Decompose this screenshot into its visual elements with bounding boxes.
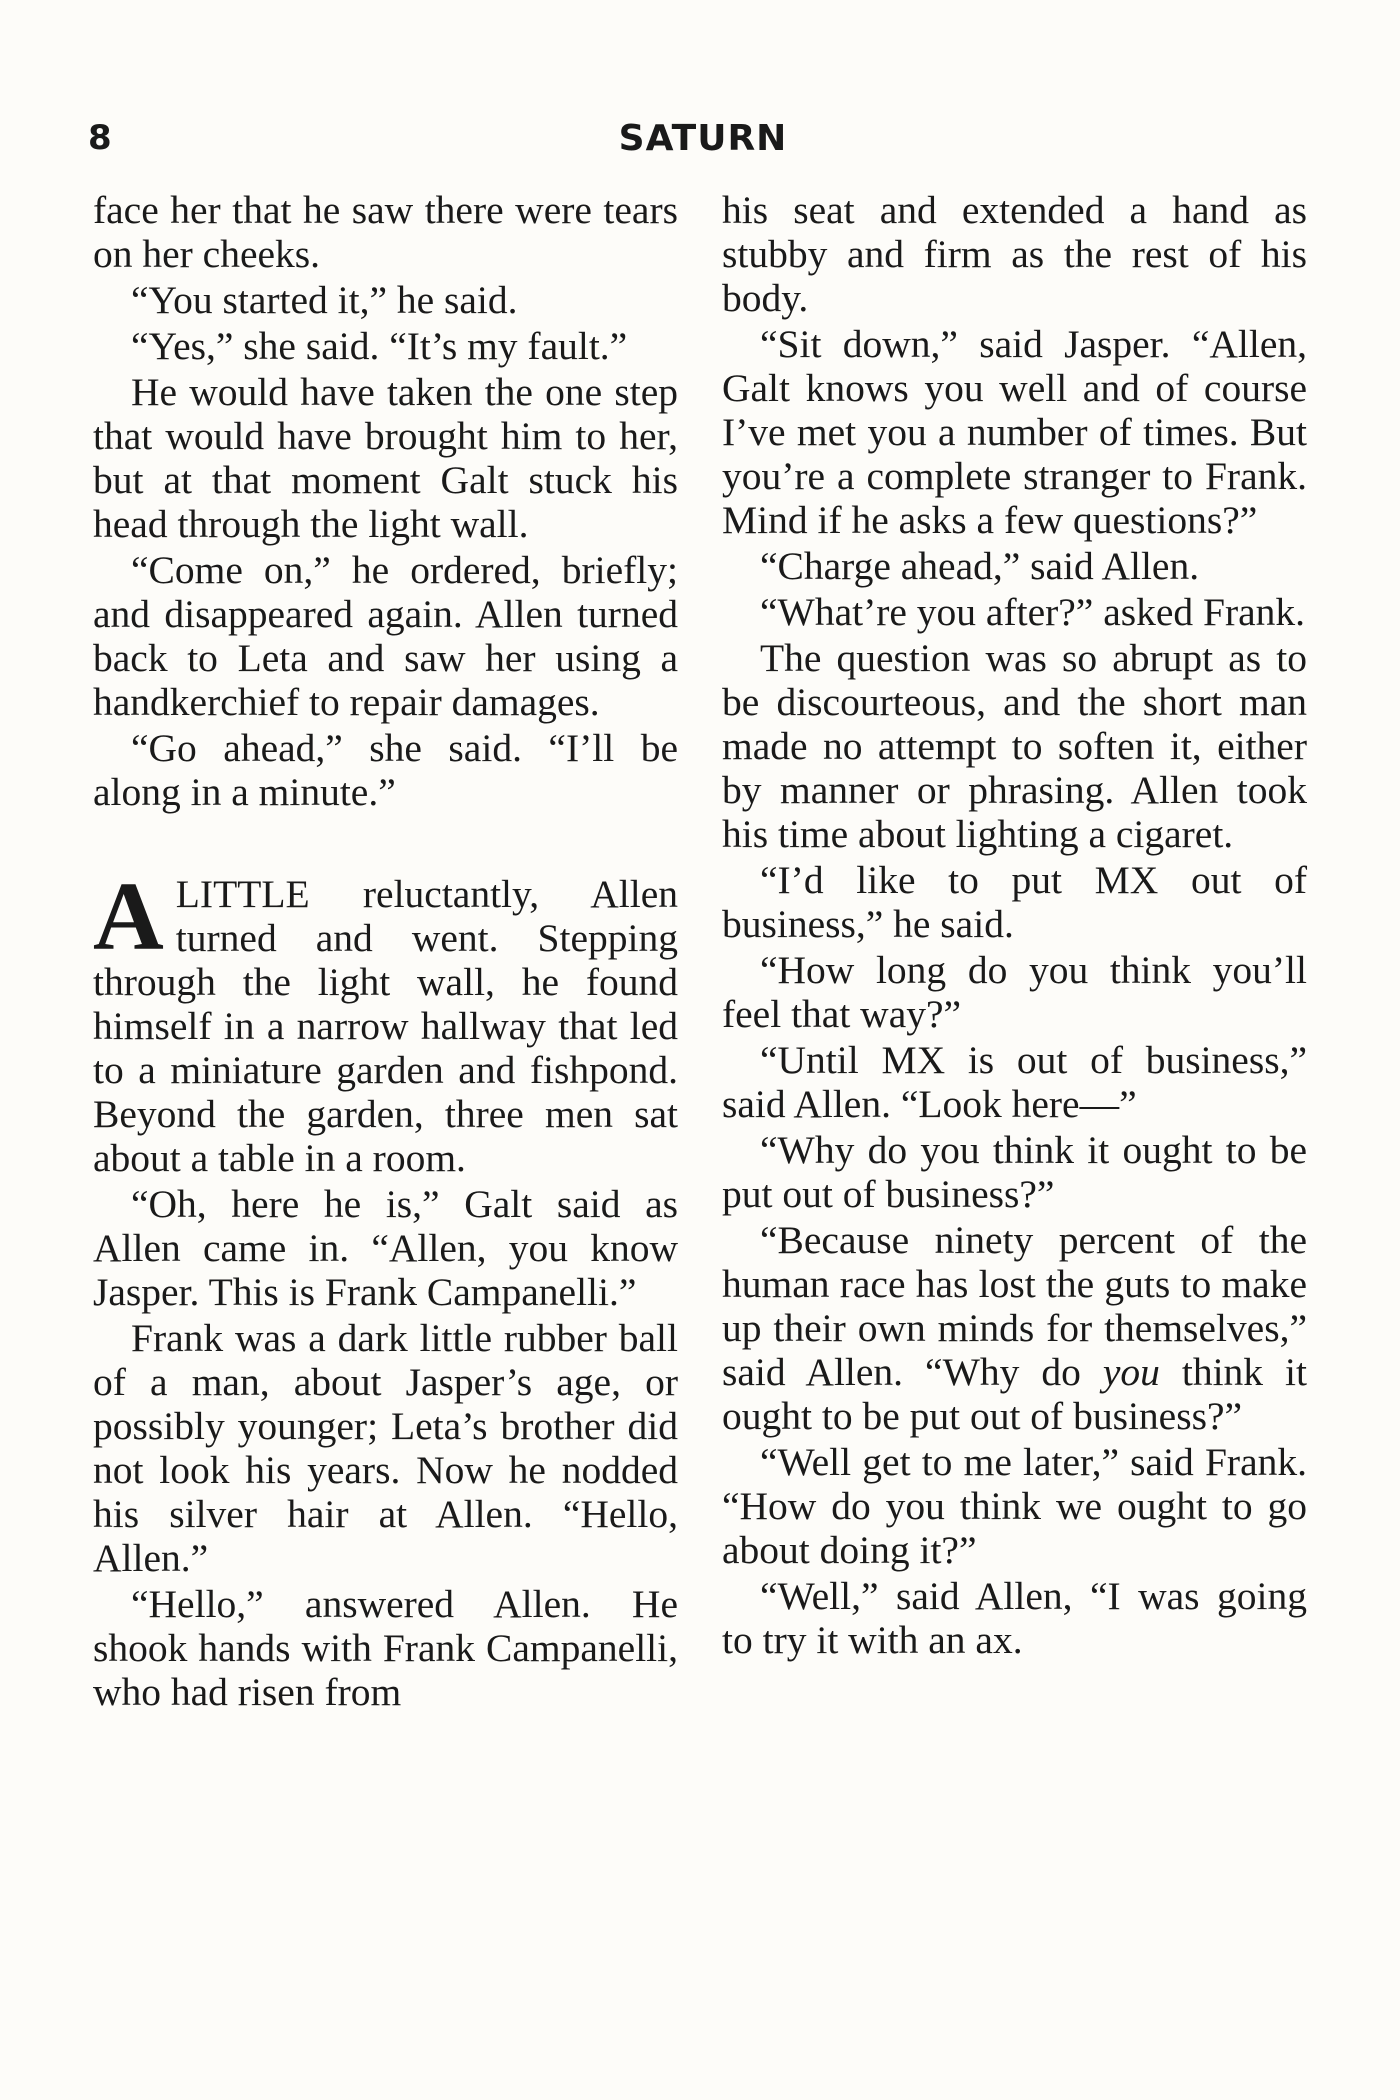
paragraph: his seat and extended a hand as stubby and firm as the rest of his body. [722,188,1307,320]
running-head: SATURN [618,118,788,159]
paragraph-text: think it ought to be put out of business?” [722,1350,1307,1438]
paragraph: “Until MX is out of business,” said Allen. “Look here—” [722,1038,1307,1126]
paragraph: “You started it,” he said. [131,278,518,322]
paragraph: “Yes,” she said. “It’s my fault.” [131,324,628,368]
paragraph: “Charge ahead,” said Allen. [760,544,1200,588]
left-column [93,188,678,1716]
paragraph: “Come on,” he ordered, briefly; and disappeared again. Allen turned back to Leta and saw her using a handkerchief to repair damages. [93,548,678,724]
paragraph [722,1218,1307,1438]
paragraph: “Well,” said Allen, “I was going to try it with an ax. [722,1574,1307,1662]
paragraph: “Sit down,” said Jasper. “Allen, Galt knows you well and of course I’ve met you a number of times. But you’re a complete stranger to Frank. Mind if he asks a few questions?” [722,322,1307,542]
paragraph-text: LITTLE reluctantly, Allen turned and went. Stepping through the light wall, he found himself in a narrow hallway that led to a miniature garden and fishpond. Beyond the garden, three men sat about a table in a room. [93,872,678,1180]
paragraph: face her that he saw there were tears on her cheeks. [93,188,678,276]
paragraph: He would have taken the one step that would have brought him to her, but at that moment Galt stuck his head through the light wall. [93,370,678,546]
emphasis-text: you [1102,1350,1160,1394]
paragraph: “How long do you think you’ll feel that way?” [722,948,1307,1036]
paragraph: “Hello,” answered Allen. He shook hands with Frank Campanelli, who had risen from [93,1582,678,1714]
paragraph: “I’d like to put MX out of business,” he said. [722,858,1307,946]
paragraph: Frank was a dark little rubber ball of a man, about Jasper’s age, or possibly younger; Leta’s brother did not look his years. Now he nodded his silver hair at Allen. “Hello, Allen.” [93,1316,678,1580]
paragraph: The question was so abrupt as to be discourteous, and the short man made no attempt to soften it, either by manner or phrasing. Allen took his time about lighting a cigaret. [722,636,1307,856]
paragraph-text: “Because ninety percent of the human race has lost the guts to make up their own minds for themselves,” said Allen. “Why do [722,1218,1307,1394]
paragraph: “Go ahead,” she said. “I’ll be along in a minute.” [93,726,678,814]
drop-cap: A [93,863,164,971]
paragraph: “Oh, here he is,” Galt said as Allen came in. “Allen, you know Jasper. This is Frank Campanelli.” [93,1182,678,1314]
page-header [88,118,1318,168]
right-column [722,188,1307,1664]
paragraph: “What’re you after?” asked Frank. [760,590,1306,634]
paragraph: “Why do you think it ought to be put out of business?” [722,1128,1307,1216]
paragraph: “Well get to me later,” said Frank. “How do you think we ought to go about doing it?” [722,1440,1307,1572]
page-number: 8 [88,118,112,158]
section-opening-paragraph [93,863,678,1180]
